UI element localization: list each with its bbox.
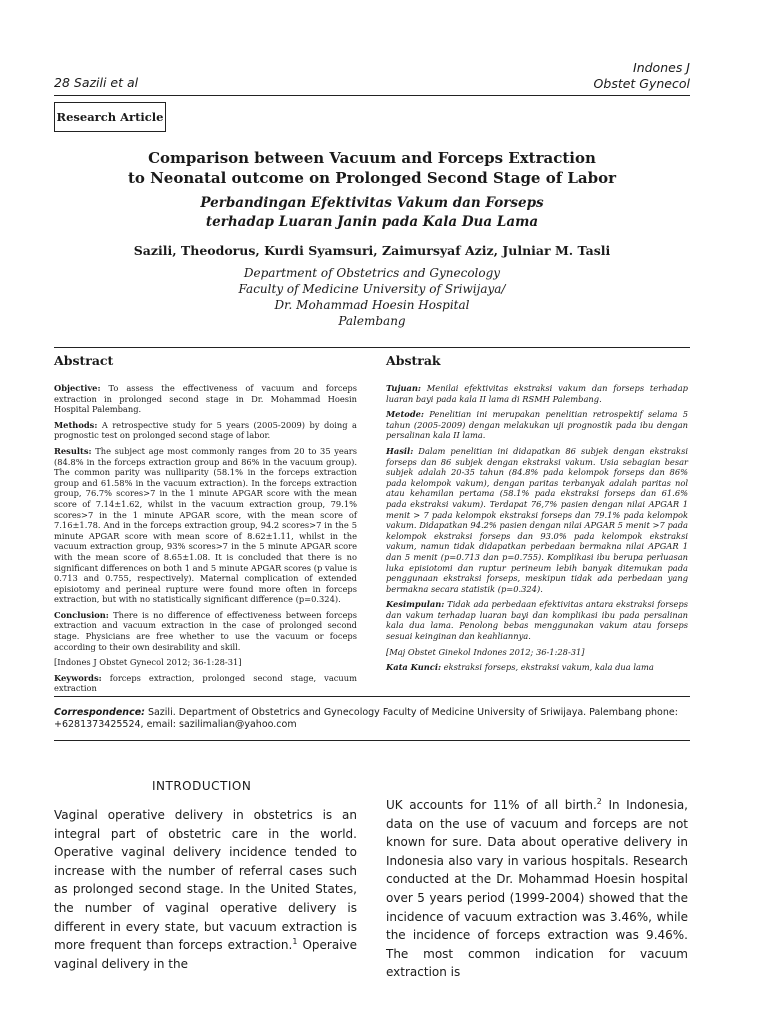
hasil-text: Dalam penelitian ini didapatkan 86 subjek dengan ekstraksi forseps dan 86 subjek dengan ekstraksi vakum. Usia sebagian besar subjek adalah 20-35 tahun (84.8% pada kelompok forseps dan 86% pada kelompok vakum), dengan paritas terbanyak adalah paritas nol atau kehamilan pertama (58.1% pada ekstraksi forseps dan 61.6% pada ekstraksi vakum). Terdapat 76,7% pasien dengan nilai APGAR 1 menit > 7 pada kelompok ekstraksi forseps dan 79.1% pada kelompok vakum. Didapatkan 94.2% pasien dengan nilai APGAR 5 menit >7 pada kelompok ekstraksi forseps dan 93.0% pada kelompok ekstraksi vakum, namun tidak didapatkan perbedaan bermakna nilai APGAR 1 dan 5 menit (p=0.713 dan p=0.755). Komplikasi ibu berupa perluasan luka episiotomi dan ruptur perineum lebih banyak ditemukan pada penggunaan ekstraksi forseps, meskipun tidak ada perbedaan yang bermakna secara statistik (p=0.324). <box>386 445 688 594</box>
abstrak-kata-kunci <box>386 662 688 673</box>
correspondence-label: Correspondence: <box>54 707 145 718</box>
abstract-citation: [Indones J Obstet Gynecol 2012; 36-1:28-31] <box>54 657 242 668</box>
intro-right-text-b: In Indonesia, data on the use of vacuum and forceps are not known for sure. Data about operative delivery in Indonesia also vary in various hospitals. Research conducted at the Dr. Mohammad Hoesin hospital over 5 years period (1999-2004) showed that the incidence of vacuum extraction was 3.46%, while the incidence of forceps extraction was 9.46%. The most common indication for vacuum extraction is <box>386 798 688 980</box>
results-text: The subject age most commonly ranges from 20 to 35 years (84.8% in the forceps extraction group and 86% in the vacuum group). The common parity was nulliparity (58.1% in the forceps extraction group and 61.58% in the vacuum extraction). In the forceps extraction group, 76.7% scores>7 in the 1 minute APGAR score with the mean score of 7.14±1.62, whilst in the vacuum extraction group, 79.1% scores>7 in the 1 minute APGAR score, with the mean score of 7.16±1.78. And in the forceps extraction group, 94.2 scores>7 in the 5 minute APGAR score with mean score of 8.62±1.11, whilst in the vacuum extraction group, 93% scores>7 in the 5 minute APGAR score with the mean score of 8.65±1.08. It is concluded that there is no significant differences on both 1 and 5 minute APGAR scores (p value is 0.713 and 0.755, respectively). Maternal complication of extended episiotomy and perineal rupture were found more often in forceps extraction, but with no statistically significant difference (p=0.324). <box>54 445 357 605</box>
introduction-heading: INTRODUCTION <box>152 779 252 793</box>
journal-name-line1: Indones J <box>633 60 690 75</box>
methods-text: A retrospective study for 5 years (2005-2009) by doing a prognostic test on prolonged second stage of labor. <box>54 419 357 441</box>
article-title <box>54 148 690 188</box>
conclusion-text: There is no difference of effectiveness between forceps extraction and vacuum extraction in the case of prolonged second stage. Physicians are free whether to use the vacuum or foceps according to their own desirability and skill. <box>54 609 357 652</box>
abstract-keywords <box>54 673 357 694</box>
intro-left-text-a: Vaginal operative delivery in obstetrics is an integral part of obstetric care in the world. Operative vaginal delivery incidence tended to increase with the number of referral cases such as prolonged second stage. In the United States, the number of vaginal operative delivery is different in every state, but vacuum extraction is more frequent than forceps extraction. <box>54 808 357 953</box>
journal-name-line2: Obstet Gynecol <box>593 76 690 91</box>
citation-superscript-1: 1 <box>292 937 298 947</box>
results-label: Results: <box>54 445 92 456</box>
tujuan-text: Menilai efektivitas ekstraksi vakum dan forseps terhadap luaran bayi pada kala II lama di RSMH Palembang. <box>386 383 688 404</box>
correspondence <box>54 707 694 731</box>
subtitle-line-1: Perbandingan Efektivitas Vakum dan Forseps <box>200 195 544 211</box>
intro-right-column <box>386 796 688 982</box>
conclusion-label: Conclusion: <box>54 609 109 620</box>
metode-text: Penelitian ini merupakan penelitian retrospektif selama 5 tahun (2005-2009) dengan melakukan uji prognostik pada ibu dengan persalinan kala II lama. <box>386 409 688 441</box>
article-type-box: Research Article <box>54 102 166 132</box>
abstract-results <box>54 446 357 605</box>
affiliation-line-4: Palembang <box>338 314 406 328</box>
abstract-objective <box>54 383 357 415</box>
title-line-1: Comparison between Vacuum and Forceps Extraction <box>148 149 596 167</box>
abstract-top-rule <box>54 347 690 348</box>
article-subtitle <box>54 194 690 232</box>
abstrak-metode <box>386 409 688 441</box>
intro-right-text-a: UK accounts for 11% of all birth. <box>386 798 597 812</box>
abstrak-heading: Abstrak <box>386 353 441 368</box>
kata-kunci-label: Kata Kunci: <box>386 662 442 673</box>
running-header-right <box>594 60 690 92</box>
abstrak-citation: [Maj Obstet Ginekol Indones 2012; 36-1:28-31] <box>386 646 585 657</box>
abstract-column <box>54 353 357 699</box>
objective-text: To assess the effectiveness of vacuum and forceps extraction in prolonged second stage in Dr. Mohammad Hoesin Hospital Palembang. <box>54 383 357 415</box>
citation-superscript-2: 2 <box>596 797 602 806</box>
abstract-methods <box>54 420 357 441</box>
affiliation <box>54 265 690 329</box>
intro-left-column <box>54 806 357 973</box>
abstract-bottom-rule <box>54 696 690 697</box>
kata-kunci-text: ekstraksi forseps, ekstraksi vakum, kala dua lama <box>441 662 654 673</box>
author-list: Sazili, Theodorus, Kurdi Syamsuri, Zaimursyaf Aziz, Julniar M. Tasli <box>133 243 611 258</box>
tujuan-label: Tujuan: <box>386 383 421 393</box>
intro-left-text-b: Operaive vaginal delivery in the <box>54 938 357 971</box>
abstrak-body <box>386 383 688 673</box>
abstrak-tujuan <box>386 383 688 404</box>
abstrak-hasil <box>386 446 688 594</box>
kesimpulan-text: Tidak ada perbedaan efektivitas antara ekstraksi forseps dan vakum terhadap luaran bayi dan komplikasi ibu pada persalinan kala dua lama. Penolong bebas menggunakan vakum atau forseps sesuai keinginan dan keahliannya. <box>386 599 688 642</box>
running-header-left: 28 Sazili et al <box>54 75 139 90</box>
keywords-label: Keywords: <box>54 672 102 683</box>
affiliation-line-3: Dr. Mohammad Hoesin Hospital <box>274 298 470 312</box>
methods-label: Methods: <box>54 419 98 430</box>
abstract-body <box>54 383 357 694</box>
keywords-text: forceps extraction, prolonged second stage, vacuum extraction <box>54 672 357 694</box>
abstrak-column <box>386 353 688 678</box>
abstract-heading: Abstract <box>54 353 114 368</box>
affiliation-line-1: Department of Obstetrics and Gynecology <box>243 266 501 280</box>
abstrak-kesimpulan <box>386 599 688 641</box>
correspondence-rule <box>54 740 690 741</box>
metode-label: Metode: <box>386 409 424 420</box>
abstract-conclusion <box>54 610 357 652</box>
hasil-label: Hasil: <box>386 445 414 456</box>
kesimpulan-label: Kesimpulan: <box>386 599 445 610</box>
correspondence-text: Sazili. Department of Obstetrics and Gynecology Faculty of Medicine University of Sriwijaya. Palembang phone: +6281373425524, email: sazilimalian@yahoo.com <box>54 707 678 730</box>
title-line-2: to Neonatal outcome on Prolonged Second Stage of Labor <box>127 169 617 187</box>
header-rule <box>54 95 690 96</box>
affiliation-line-2: Faculty of Medicine University of Sriwijaya/ <box>238 282 506 296</box>
objective-label: Objective: <box>54 383 101 393</box>
subtitle-line-2: terhadap Luaran Janin pada Kala Dua Lama <box>205 214 539 230</box>
